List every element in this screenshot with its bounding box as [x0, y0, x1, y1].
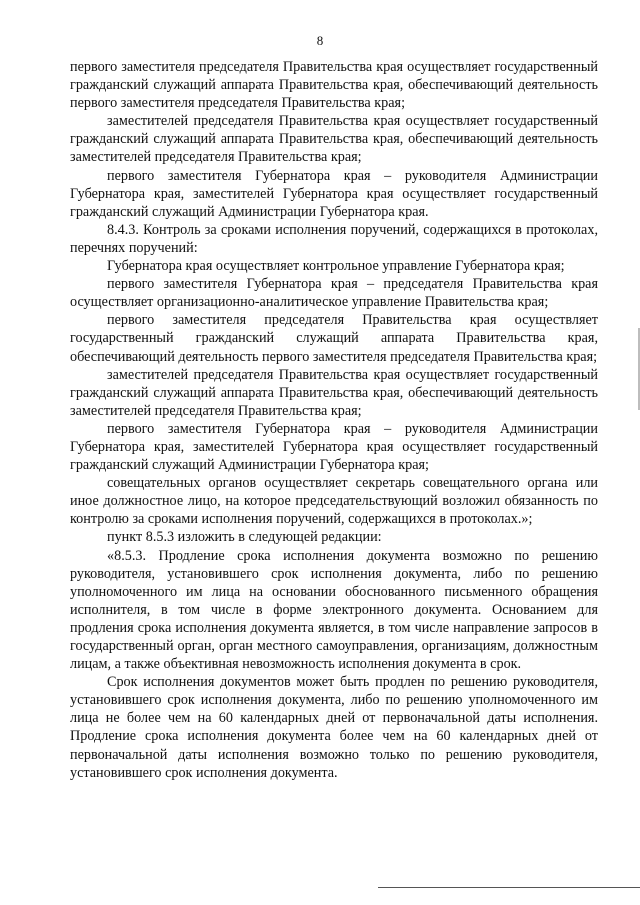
footer-rule [378, 887, 640, 888]
paragraph: первого заместителя председателя Правительства края осуществляет государственный гражданский служащий аппарата Правительства края, обеспечивающий деятельность первого заместителя председателя Правительства края; [70, 59, 598, 112]
paragraph: первого заместителя Губернатора края – председателя Правительства края осуществляет организационно-аналитическое управление Правительства края; [70, 276, 598, 311]
paragraph: заместителей председателя Правительства края осуществляет государственный гражданский служащий аппарата Правительства края, обеспечивающий деятельность заместителей председателя Правительства края; [70, 366, 598, 419]
paragraph: заместителей председателя Правительства края осуществляет государственный гражданский служащий аппарата Правительства края, обеспечивающий деятельность заместителей председателя Правительства края; [70, 113, 598, 166]
paragraph: «8.5.3. Продление срока исполнения документа возможно по решению руководителя, установившего срок исполнения документа, либо по решению уполномоченного им лица на основании обоснованного письменного обращения исполнителя, в том числе в форме электронного документа. Основанием для продления срока исполнения документа является, в том числе направление запросов в государственный орган, орган местного самоуправления, организациям, должностным лицам, а также объективная невозможность исполнения документа в срок. [70, 547, 598, 673]
paragraph: 8.4.3. Контроль за сроками исполнения поручений, содержащихся в протоколах, перечнях поручений: [70, 221, 598, 256]
paragraph: Губернатора края осуществляет контрольное управление Губернатора края; [107, 258, 565, 275]
paragraph: пункт 8.5.3 изложить в следующей редакции: [107, 529, 382, 546]
paragraph: совещательных органов осуществляет секретарь совещательного органа или иное должностное лицо, на которое председательствующий возложил обязанность по контролю за сроками исполнения поручений, содержащихся в протоколах.»; [70, 475, 598, 528]
paragraph: первого заместителя Губернатора края – руководителя Администрации Губернатора края, заместителей Губернатора края осуществляет государственный гражданский служащий Администрации Губернатора края; [70, 420, 598, 474]
paragraph: первого заместителя Губернатора края – руководителя Администрации Губернатора края, заместителей Губернатора края осуществляет государственный гражданский служащий Администрации Губернатора края. [70, 167, 598, 220]
paragraph: Срок исполнения документов может быть продлен по решению руководителя, установившего срок исполнения документа, либо по решению уполномоченного им лица не более чем на 60 календарных дней от первоначальной даты исполнения. Продление срока исполнения документа более чем на 60 календарных дней от первоначальной даты исполнения возможно только по решению руководителя, установившего срок исполнения документа. [70, 674, 598, 781]
paragraph: первого заместителя председателя Правительства края осуществляет государственный гражданский служащий аппарата Правительства края, обеспечивающий деятельность первого заместителя председателя Правительства края; [70, 312, 598, 365]
page-number: 8 [316, 33, 324, 48]
document-body [70, 58, 598, 782]
